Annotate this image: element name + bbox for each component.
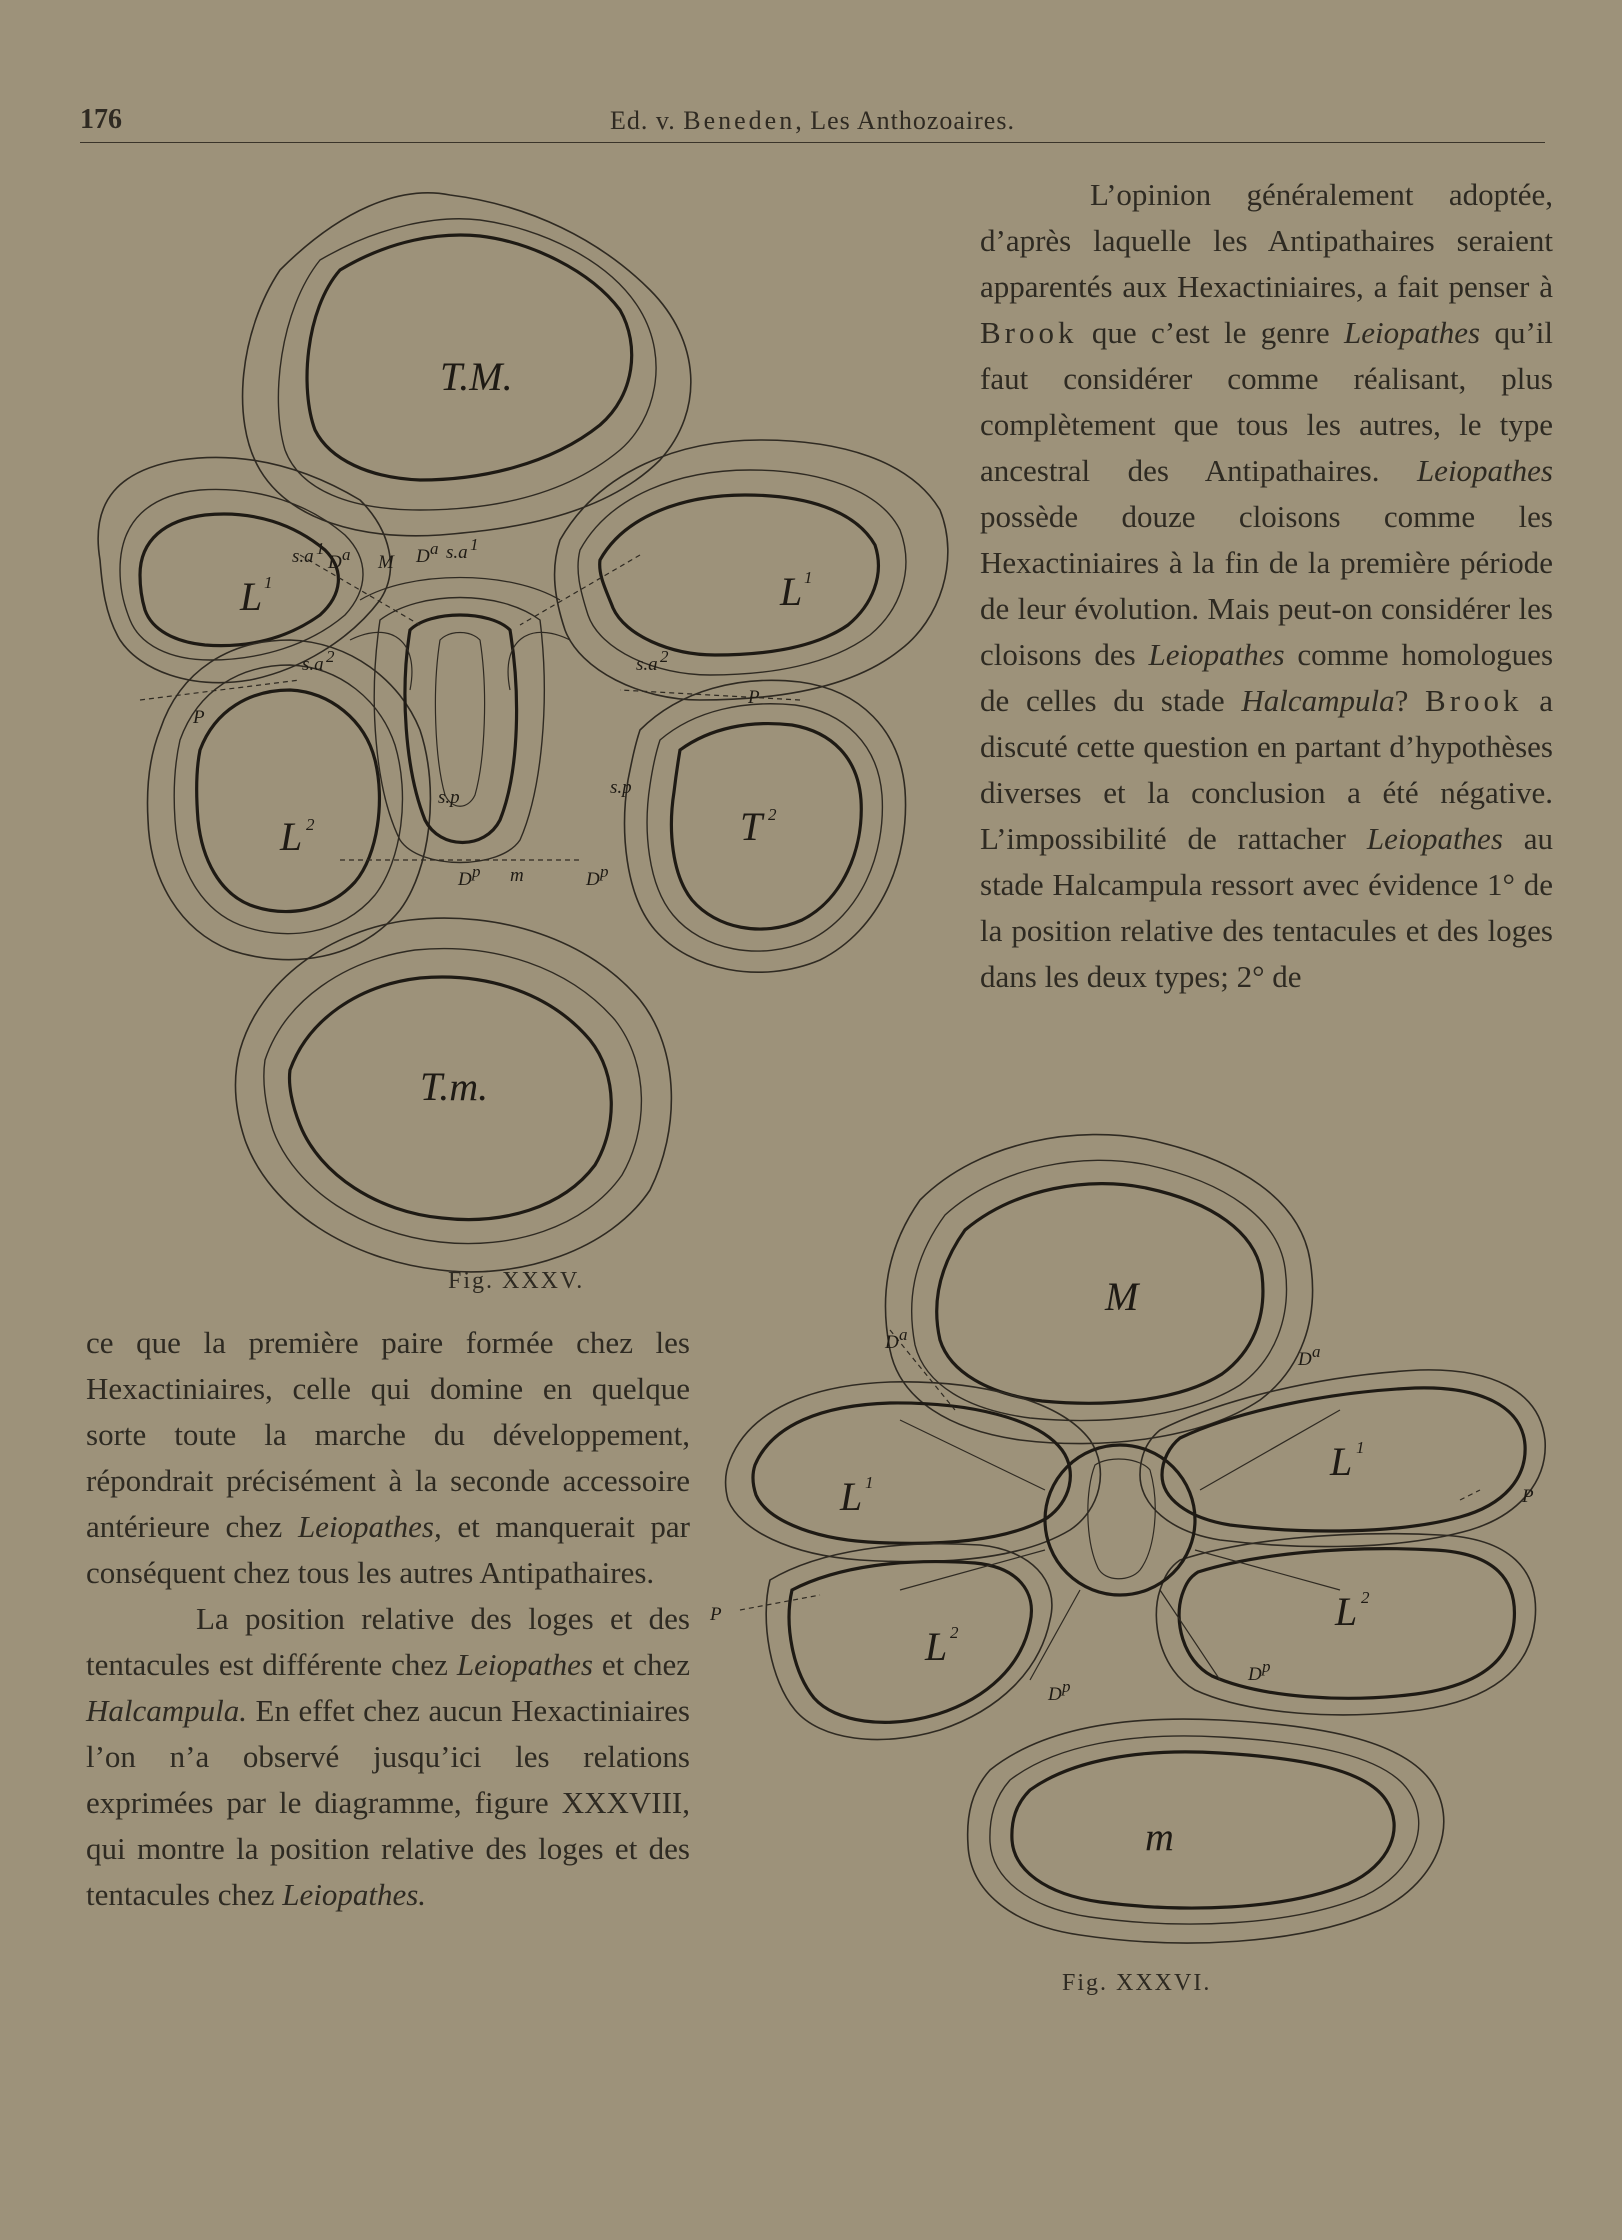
label-T2: T bbox=[740, 804, 763, 849]
text-run: au stade Halcampula ressort avec évidence 1° de la position relative des tentacules et des loges dans les deux types; 2° de bbox=[980, 821, 1554, 994]
label-M-small: M bbox=[378, 552, 394, 573]
genus-name: Leiopathes bbox=[456, 1647, 593, 1682]
text-run: En effet chez aucun Hexactiniaires l’on n’a observé jusqu’ici les relations exprimées par le diagramme, figure XXXVIII, qui montre la position relative des loges et des tentacules chez bbox=[86, 1693, 690, 1912]
caption-fig-36: Fig. XXXVI. bbox=[1062, 1970, 1212, 1996]
label-TM: T.M. bbox=[440, 354, 513, 399]
label-Da-left-sup: a bbox=[899, 1325, 908, 1344]
label-P-left: P bbox=[710, 1604, 722, 1625]
label-Da-left: D bbox=[328, 552, 342, 573]
label-Dp-right-sup: p bbox=[600, 862, 609, 881]
label-Da-right: D bbox=[1298, 1349, 1312, 1370]
text-run: ce que la première paire formée chez les Hexactiniaires, celle qui domine en quelque sorte toute la marche du développement, répondrait précisément à la seconde accessoire antérieure chez bbox=[86, 1325, 690, 1544]
label-sp-left: s.p bbox=[438, 787, 460, 808]
caption-fig-35: Fig. XXXV. bbox=[448, 1268, 585, 1294]
label-L1-right: L bbox=[1330, 1439, 1353, 1484]
genus-name: Leiopathes, bbox=[297, 1509, 442, 1544]
text-run: qu’il faut considérer comme réalisant, plus complètement que tous les autres, le type ancestral des Antipathaires. bbox=[980, 315, 1553, 488]
label-Dp-right: D bbox=[1248, 1664, 1262, 1685]
label-sa-right-sup: 1 bbox=[470, 535, 479, 554]
label-sa-left-sup: 1 bbox=[316, 539, 325, 558]
label-L1-right-sup: 1 bbox=[804, 568, 813, 587]
label-Da-left-sup: a bbox=[342, 545, 351, 564]
label-m: m bbox=[1145, 1814, 1174, 1859]
label-P-right: P bbox=[1522, 1486, 1534, 1507]
label-L1-right-sup: 1 bbox=[1356, 1438, 1365, 1457]
label-P-right: P bbox=[748, 687, 760, 708]
genus-name: Halcampula. bbox=[86, 1693, 248, 1728]
genus-name: Halcampula bbox=[1241, 683, 1395, 718]
genus-name: Leiopathes bbox=[1343, 315, 1481, 350]
label-L1-left-sup: 1 bbox=[264, 573, 273, 592]
label-Dp-left: D bbox=[458, 869, 472, 890]
label-L2: L bbox=[280, 814, 303, 859]
text-run: a discuté cette question en partant d’hypothèses diverses et la conclusion a été négative. L’impossibilité de rattacher bbox=[980, 683, 1554, 856]
label-Dp-right: D bbox=[586, 869, 600, 890]
label-m-small: m bbox=[510, 865, 524, 886]
label-L2-left-sup: 2 bbox=[950, 1623, 959, 1642]
text-run: ? bbox=[1394, 683, 1426, 718]
label-sa2-right-sup: 2 bbox=[660, 647, 669, 666]
label-L2-left: L bbox=[925, 1624, 948, 1669]
figure-36 bbox=[700, 1120, 1560, 1970]
label-sa-right: s.a bbox=[446, 542, 468, 563]
label-Dp-left-sup: p bbox=[1062, 1677, 1071, 1696]
running-head-title: , Les Anthozoaires. bbox=[795, 106, 1015, 135]
label-Dp-left-sup: p bbox=[472, 862, 481, 881]
label-M: M bbox=[1105, 1274, 1139, 1319]
left-paragraph-2 bbox=[86, 1596, 690, 1918]
label-sa2-left-sup: 2 bbox=[326, 647, 335, 666]
label-L1-left: L bbox=[240, 574, 263, 619]
genus-name: Leiopathes bbox=[1416, 453, 1553, 488]
label-sp-right: s.p bbox=[610, 777, 632, 798]
label-T2-sup: 2 bbox=[768, 805, 777, 824]
label-L2-sup: 2 bbox=[306, 815, 315, 834]
label-Da-right-sup: a bbox=[430, 539, 439, 558]
label-Da-left: D bbox=[885, 1332, 899, 1353]
label-sa2-left: s.a bbox=[302, 654, 324, 675]
label-sa2-right: s.a bbox=[636, 654, 658, 675]
left-text-column bbox=[86, 1320, 690, 1918]
text-run: que c’est le genre bbox=[1077, 315, 1344, 350]
label-Tm: T.m. bbox=[420, 1064, 489, 1109]
page-number: 176 bbox=[80, 104, 122, 135]
genus-name: Leiopathes bbox=[1148, 637, 1285, 672]
text-run: L’opinion généralement adoptée, d’après laquelle les Antipathaires seraient apparentés aux Hexactiniaires, a fait penser à bbox=[980, 177, 1553, 304]
running-head-author: Ed. v. bbox=[610, 106, 684, 135]
right-paragraph bbox=[980, 172, 1553, 1000]
genus-name: Leiopathes bbox=[1366, 821, 1503, 856]
text-run: et chez bbox=[592, 1647, 690, 1682]
genus-name: Leiopathes. bbox=[282, 1877, 427, 1912]
label-L1-left-sup: 1 bbox=[865, 1473, 874, 1492]
label-Dp-left: D bbox=[1048, 1684, 1062, 1705]
page-header bbox=[80, 100, 1545, 143]
right-text-column bbox=[980, 172, 1553, 1000]
text-run: possède douze cloisons comme les Hexactiniaires à la fin de la première période de leur évolution. Mais peut-on considérer les cloisons des bbox=[980, 499, 1553, 672]
text-run: comme homologues de celles du stade bbox=[980, 637, 1554, 718]
label-L1-left: L bbox=[840, 1474, 863, 1519]
label-L2-right: L bbox=[1335, 1589, 1358, 1634]
label-Dp-right-sup: p bbox=[1262, 1657, 1271, 1676]
label-L2-right-sup: 2 bbox=[1361, 1588, 1370, 1607]
left-paragraph-1 bbox=[86, 1320, 690, 1596]
author-name-brook: Brook bbox=[1425, 683, 1523, 718]
running-head-author-name: Beneden bbox=[683, 106, 796, 135]
label-sa-left: s.a bbox=[292, 546, 314, 567]
label-Da-right: D bbox=[416, 546, 430, 567]
running-head bbox=[80, 106, 1545, 136]
label-P-left: P bbox=[193, 707, 205, 728]
label-L1-right: L bbox=[780, 569, 803, 614]
author-name-brook: Brook bbox=[980, 315, 1078, 350]
text-run: et manquerait par conséquent chez tous les autres Antipathaires. bbox=[86, 1509, 691, 1590]
text-run: La position relative des loges et des tentacules est différente chez bbox=[86, 1601, 690, 1682]
label-Da-right-sup: a bbox=[1312, 1342, 1321, 1361]
